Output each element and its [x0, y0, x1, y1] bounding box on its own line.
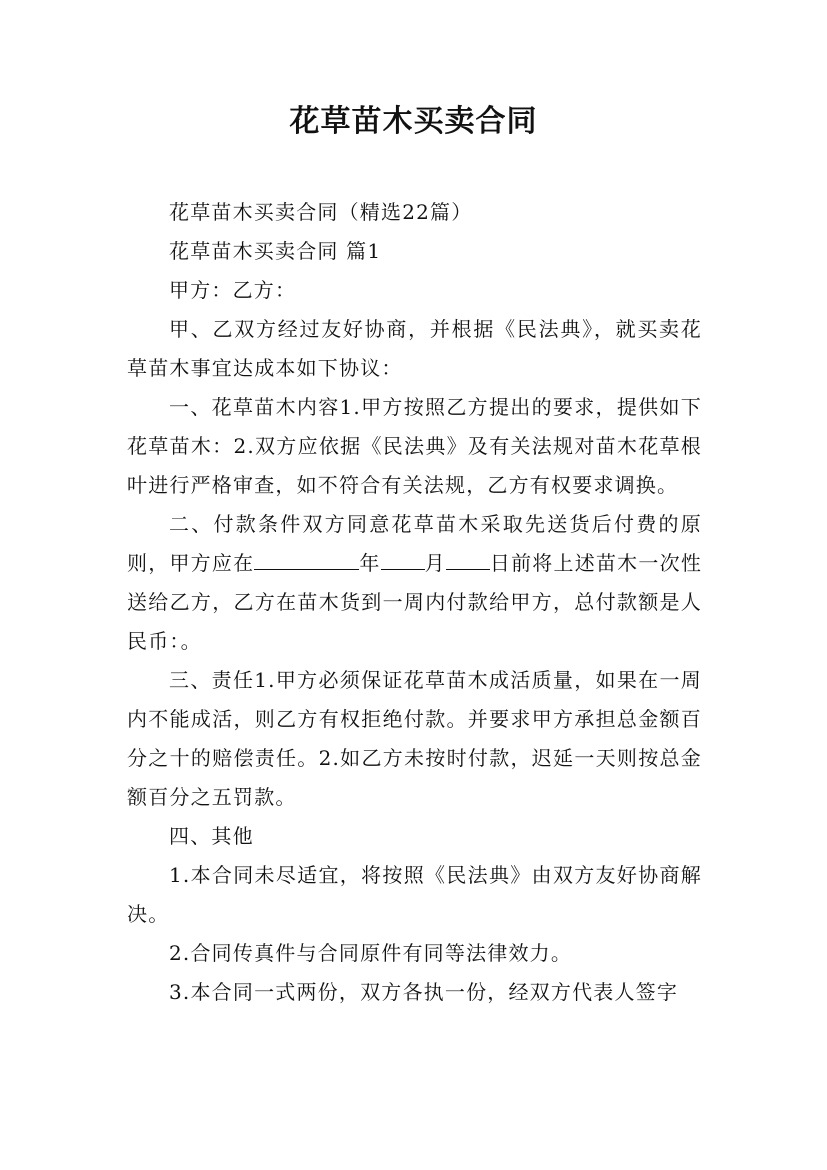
- other-item-2: 2.合同传真件与合同原件有同等法律效力。: [169, 941, 573, 965]
- document-subtitle: 花草苗木买卖合同（精选22篇）: [169, 200, 473, 224]
- month-label: 月: [424, 551, 446, 575]
- document-title: 花草苗木买卖合同: [289, 104, 538, 139]
- parties-line: 甲方：乙方：: [169, 278, 297, 302]
- year-label: 年: [359, 551, 381, 575]
- other-item-3: 3.本合同一式两份，双方各执一份，经双方代表人签字: [169, 980, 679, 1004]
- other-item-1: 1.本合同未尽适宜，将按照《民法典》由双方友好协商解决。: [127, 863, 702, 926]
- intro-paragraph: 甲、乙双方经过友好协商，并根据《民法典》，就买卖花草苗木事宜达成本如下协议：: [127, 317, 702, 380]
- section-heading: 花草苗木买卖合同 篇1: [169, 239, 382, 263]
- clause-payment: [127, 505, 702, 661]
- clause-liability: 三、责任1.甲方必须保证花草苗木成活质量，如果在一周内不能成活，则乙方有权拒绝付款。并要求甲方承担总金额百分之十的赔偿责任。2.如乙方未按时付款，迟延一天则按总金额百分之五罚款。: [127, 668, 702, 809]
- clause-other-heading: 四、其他: [169, 824, 254, 848]
- day-blank: [446, 549, 490, 570]
- payment-text-start: 二、付款条件双方同意花草苗木采取先送货后付费的原则，甲方应在: [127, 512, 702, 575]
- clause-content: 一、花草苗木内容1.甲方按照乙方提出的要求，提供如下花草苗木：2.双方应依据《民法典》及有关法规对苗木花草根叶进行严格审查，如不符合有关法规，乙方有权要求调换。: [127, 395, 702, 497]
- year-blank: [254, 549, 359, 570]
- document-body: [127, 193, 702, 1012]
- month-blank: [381, 549, 425, 570]
- payment-text-end: 日前将上述苗木一次性送给乙方，乙方在苗木货到一周内付款给甲方，总付款额是人民币：。: [127, 551, 703, 653]
